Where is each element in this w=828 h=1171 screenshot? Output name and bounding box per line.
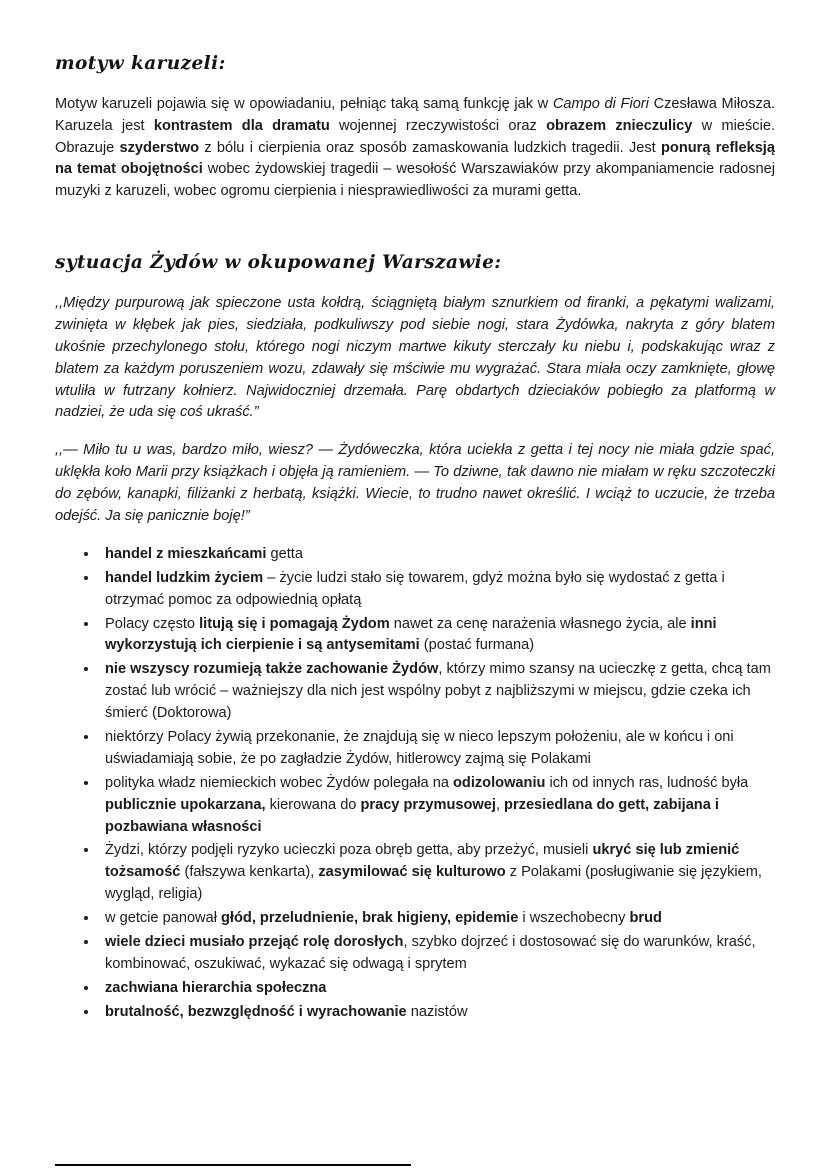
text-segment: w getcie panował [105, 910, 222, 927]
page-bottom-rule [55, 1164, 411, 1166]
text-segment: kierowana do [265, 796, 361, 813]
list-item-text [105, 546, 303, 562]
text-segment: getta [266, 545, 303, 562]
list-item-text [105, 570, 725, 608]
text-segment: pracy przymusowej [360, 796, 496, 813]
list-item-text [105, 980, 326, 996]
text-segment: Żydzi, którzy podjęli ryzyko ucieczki poza obręb getta, aby przeżyć, musieli [105, 842, 593, 859]
text-segment: kontrastem dla dramatu [153, 117, 330, 134]
text-segment: ,,— Miło tu u was, bardzo miło, wiesz? — Żydóweczka, która uciekła z getta i tej nocy nie miała gdzie spać, uklękła koło Marii przy książkach i objęła ją ramieniem. — To dziwne, tak dawno nie miałam w ręku szczoteczki do zębów, kanapki, filiżanki z herbatą, książki. Wiecie, to trudno nawet określić. I wciąż to uczucie, że trzeba odejść. Ja się panicznie boję!” [55, 442, 775, 524]
list-item [99, 544, 775, 566]
text-segment: wiele dzieci musiało przejąć rolę dorosłych [105, 934, 404, 950]
list-item-text [105, 661, 771, 721]
text-segment: ,,Między purpurową jak spieczone usta kołdrą, ściągniętą białym sznurkiem od firanki, a pękatymi walizami, zwinięta w kłębek jak pies, siedziała, podkuliwszy pod siebie nogi, stara Żydówka, nakryta z góry blatem ukośnie przechylonego stołu, którego nogi niczym martwe kikuty sterczały ku niebu i, podskakując wraz z blatem za każdym poruszeniem wozu, zdawały się mściwie mu wygrażać. Stara miała oczy zamknięte, głowę wtuliła w futrzany kołnierz. Najwidoczniej drzemała. Parę obdartych dzieciaków pobiegło za platformą w nadziei, że uda się coś ukraść.” [55, 294, 775, 421]
paragraph-motyw-karuzeli [55, 94, 775, 203]
list-item-text [105, 729, 734, 767]
text-segment: litują się i pomagają Żydom [199, 615, 390, 632]
text-segment: handel z mieszkańcami [105, 545, 267, 562]
quote-paragraph-2 [55, 440, 775, 528]
text-segment: brud [629, 910, 662, 927]
list-item [99, 908, 775, 930]
text-segment: Czesława Miłosza. Karuzela jest [55, 95, 775, 134]
text-segment: ukryć się lub zmienić tożsamość [105, 842, 740, 881]
text-segment: , którzy mimo szansy na ucieczkę z getta, chcą tam zostać lub wrócić – ważniejszy dla nich jest wspólny pobyt z najbliższymi w miejscu, gdzie czeka ich śmierć (Doktorowa) [105, 661, 771, 722]
text-segment: z Polakami (posługiwanie się językiem, wygląd, religia) [105, 864, 762, 903]
list-item-text [105, 842, 762, 902]
text-segment: handel ludzkim życiem [105, 569, 264, 586]
text-segment: obrazem znieczulicy [546, 117, 693, 134]
text-segment: odizolowaniu [453, 774, 546, 791]
text-segment: z bólu i cierpienia oraz sposób zamaskowania ludzkich tragedii. Jest [198, 139, 662, 156]
text-segment: inni wykorzystują ich cierpienie i są antysemitami [105, 615, 717, 654]
text-segment: głód, przeludnienie, brak higieny, epidemie [221, 910, 519, 927]
text-segment: brutalność, bezwzględność i wyrachowanie [105, 1003, 407, 1020]
list-item [99, 568, 775, 612]
list-item-text [105, 616, 717, 654]
list-item-text [105, 775, 748, 835]
list-item [99, 932, 775, 976]
list-item [99, 1002, 775, 1024]
list-item [99, 614, 775, 658]
list-item-text [105, 1004, 468, 1020]
text-segment: publicznie upokarzana, [105, 796, 266, 813]
list-item [99, 659, 775, 725]
text-segment: Campo di Fiori [552, 95, 649, 112]
list-item-text [105, 910, 662, 926]
text-segment: przesiedlana do gett, zabijana i pozbawiana własności [105, 796, 719, 835]
text-segment: szyderstwo [119, 139, 199, 156]
text-segment: ich od innych ras, ludność była [545, 774, 749, 791]
text-segment: nazistów [406, 1003, 468, 1020]
text-segment: niektórzy Polacy żywią przekonanie, że znajdują się w nieco lepszym położeniu, ale w końcu i oni uświadamiają sobie, że po zagładzie Żydów, hitlerowcy zajmą się Polakami [105, 728, 734, 767]
text-segment: nawet za cenę narażenia własnego życia, ale [389, 615, 691, 632]
text-segment: zachwiana hierarchia społeczna [105, 979, 327, 996]
text-segment: zasymilować się kulturowo [318, 864, 506, 881]
heading-motyw-karuzeli: motyw karuzeli: [55, 53, 226, 74]
text-segment: – życie ludzi stało się towarem, gdyż można było się wydostać z getta i otrzymać pomoc za odpowiednią opłatą [105, 569, 725, 608]
heading-sytuacja-zydow: sytuacja Żydów w okupowanej Warszawie: [55, 252, 502, 274]
text-segment: , szybko dojrzeć i dostosować się do warunków, kraść, kombinować, oszukiwać, wykazać się odwagą i sprytem [105, 934, 756, 972]
text-segment: polityka władz niemieckich wobec Żydów polegała na [105, 774, 453, 791]
text-segment: ponurą refleksją na temat obojętności [55, 139, 775, 178]
quote-paragraph-1 [55, 293, 775, 424]
list-item [99, 773, 775, 839]
text-segment: Motyw karuzeli pojawia się w opowiadaniu, pełniąc taką samą funkcję jak w [55, 95, 553, 112]
text-segment: nie wszyscy rozumieją także zachowanie Żydów [105, 661, 439, 678]
bullet-list [55, 544, 775, 1024]
list-item [99, 727, 775, 771]
text-segment: (postać furmana) [419, 637, 535, 654]
text-segment: wobec żydowskiej tragedii – wesołość Warszawiaków przy akompaniamencie radosnej muzyki z karuzeli, wobec ogromu cierpienia i niesprawiedliwości za murami getta. [55, 161, 776, 200]
text-segment: , [495, 796, 505, 813]
text-segment: i wszechobecny [518, 910, 630, 927]
list-item-text [105, 934, 756, 972]
text-segment: w mieście. Obrazuje [55, 117, 776, 156]
text-segment: Polacy często [105, 615, 200, 632]
list-item [99, 840, 775, 906]
text-segment: wojennej rzeczywistości oraz [329, 117, 547, 134]
list-item [99, 978, 775, 1000]
text-segment: (fałszywa kenkarta), [180, 864, 319, 881]
